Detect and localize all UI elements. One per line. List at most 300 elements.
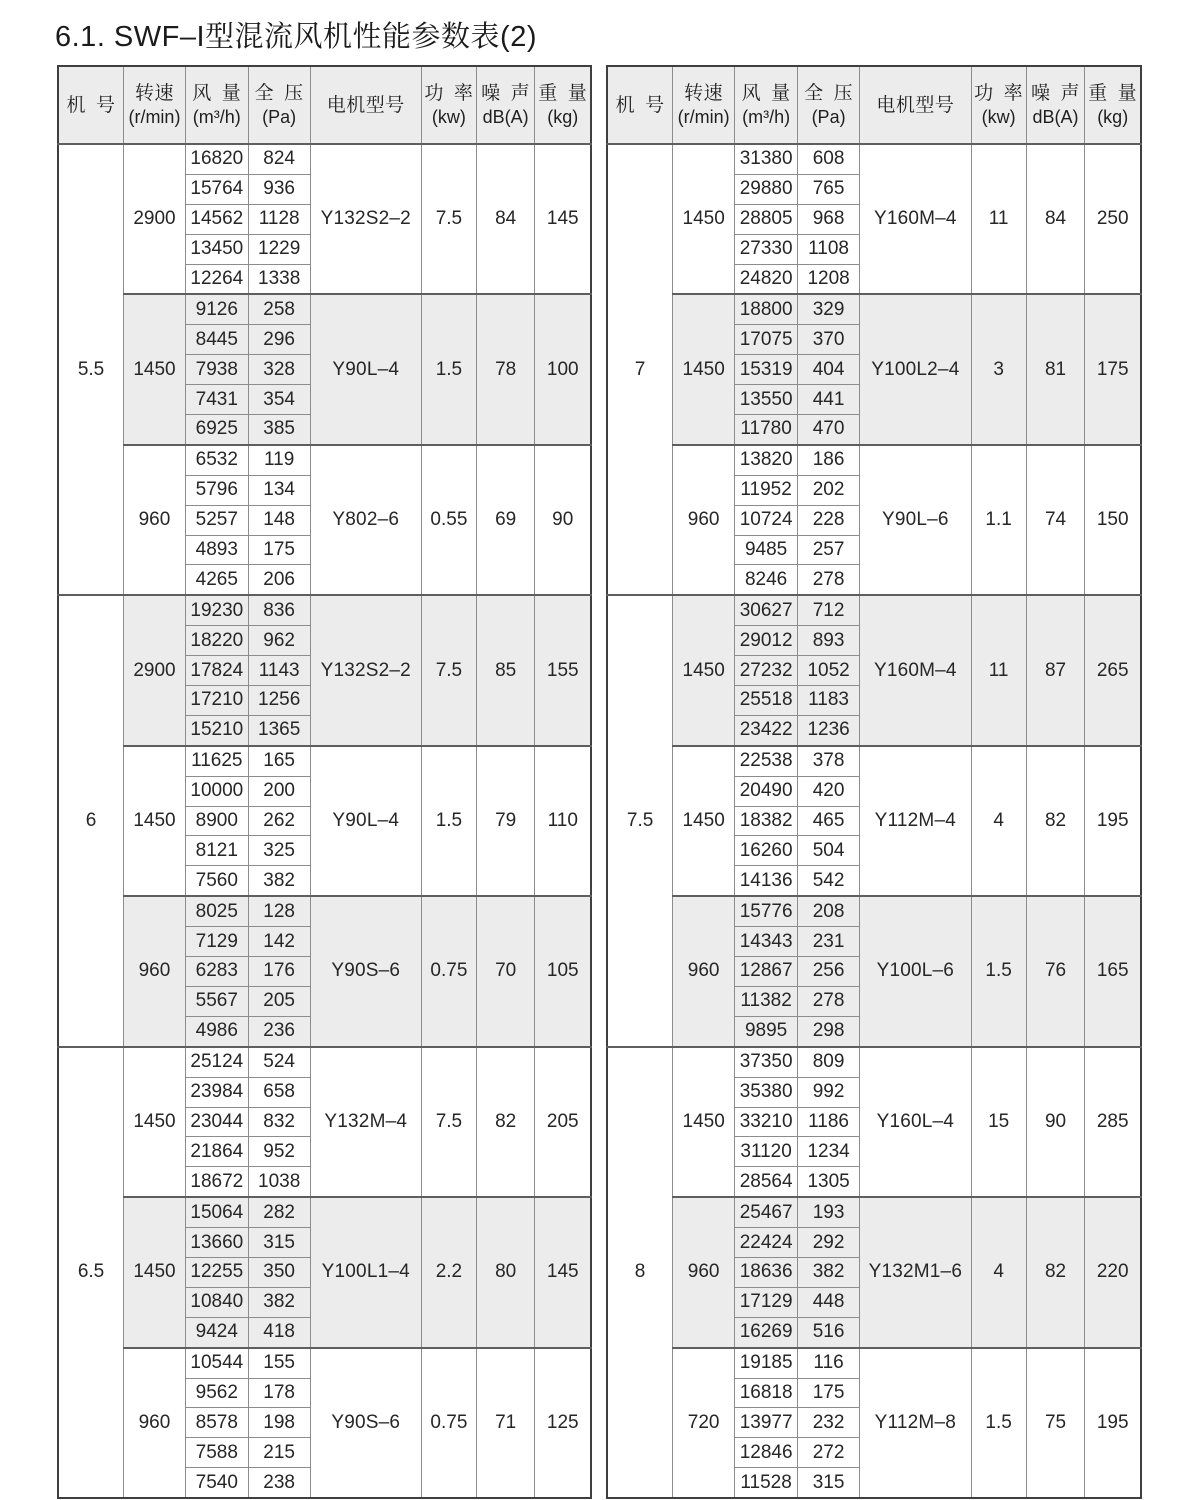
cell-pressure: 1128 xyxy=(248,204,310,234)
cell-pressure: 257 xyxy=(798,535,860,565)
cell-noise: 70 xyxy=(476,896,535,1046)
cell-noise: 81 xyxy=(1026,294,1085,444)
cell-airflow: 17075 xyxy=(735,325,798,355)
cell-power: 1.5 xyxy=(421,746,476,896)
cell-weight: 265 xyxy=(1085,595,1141,745)
cell-pressure: 155 xyxy=(248,1348,310,1378)
cell-pressure: 238 xyxy=(248,1468,310,1498)
cell-pressure: 329 xyxy=(798,294,860,324)
cell-power: 2.2 xyxy=(421,1197,476,1347)
cell-pressure: 232 xyxy=(798,1408,860,1438)
cell-motor-model: Y132M–4 xyxy=(310,1047,421,1197)
cell-pressure: 350 xyxy=(248,1257,310,1287)
cell-speed: 1450 xyxy=(673,595,735,745)
cell-pressure: 262 xyxy=(248,806,310,836)
cell-airflow: 5257 xyxy=(185,505,248,535)
cell-noise: 90 xyxy=(1026,1047,1085,1197)
cell-pressure: 175 xyxy=(798,1378,860,1408)
cell-airflow: 11780 xyxy=(735,415,798,445)
cell-airflow: 17129 xyxy=(735,1287,798,1317)
cell-pressure: 385 xyxy=(248,415,310,445)
cell-noise: 84 xyxy=(1026,144,1085,294)
cell-motor-model: Y100L1–4 xyxy=(310,1197,421,1347)
cell-pressure: 193 xyxy=(798,1197,860,1227)
cell-pressure: 1186 xyxy=(798,1107,860,1137)
col-header-speed: 转速 (r/min) xyxy=(673,66,735,144)
cell-pressure: 516 xyxy=(798,1317,860,1347)
cell-airflow: 16820 xyxy=(185,144,248,174)
cell-noise: 82 xyxy=(476,1047,535,1197)
cell-speed: 2900 xyxy=(124,144,186,294)
table-row xyxy=(607,896,1141,926)
table-row xyxy=(58,1348,591,1378)
cell-airflow: 28564 xyxy=(735,1167,798,1197)
cell-pressure: 116 xyxy=(798,1348,860,1378)
cell-pressure: 148 xyxy=(248,505,310,535)
cell-pressure: 504 xyxy=(798,836,860,866)
cell-pressure: 470 xyxy=(798,415,860,445)
table-row xyxy=(607,1197,1141,1227)
cell-pressure: 382 xyxy=(248,1287,310,1317)
col-header-noise: 噪 声 dB(A) xyxy=(1026,66,1085,144)
cell-airflow: 6925 xyxy=(185,415,248,445)
cell-airflow: 4265 xyxy=(185,565,248,595)
cell-speed: 1450 xyxy=(673,746,735,896)
cell-weight: 205 xyxy=(535,1047,591,1197)
cell-motor-model: Y100L–6 xyxy=(860,896,972,1046)
cell-airflow: 17824 xyxy=(185,656,248,686)
cell-airflow: 35380 xyxy=(735,1077,798,1107)
cell-airflow: 8121 xyxy=(185,836,248,866)
tables-container xyxy=(57,65,1142,1499)
cell-airflow: 22538 xyxy=(735,746,798,776)
cell-pressure: 1208 xyxy=(798,264,860,294)
cell-noise: 82 xyxy=(1026,1197,1085,1347)
cell-airflow: 30627 xyxy=(735,595,798,625)
cell-weight: 155 xyxy=(535,595,591,745)
cell-weight: 285 xyxy=(1085,1047,1141,1197)
col-header-size: 机 号 xyxy=(58,66,124,144)
cell-pressure: 1234 xyxy=(798,1137,860,1167)
cell-airflow: 25124 xyxy=(185,1047,248,1077)
cell-speed: 960 xyxy=(124,445,186,595)
col-header-speed: 转速 (r/min) xyxy=(124,66,186,144)
cell-pressure: 836 xyxy=(248,595,310,625)
cell-airflow: 12264 xyxy=(185,264,248,294)
cell-pressure: 893 xyxy=(798,626,860,656)
cell-airflow: 15764 xyxy=(185,174,248,204)
cell-power: 7.5 xyxy=(421,144,476,294)
cell-pressure: 658 xyxy=(248,1077,310,1107)
cell-weight: 165 xyxy=(1085,896,1141,1046)
cell-airflow: 16260 xyxy=(735,836,798,866)
cell-power: 15 xyxy=(971,1047,1026,1197)
col-header-airflow: 风 量 (m³/h) xyxy=(185,66,248,144)
cell-pressure: 765 xyxy=(798,174,860,204)
cell-pressure: 1183 xyxy=(798,686,860,716)
cell-motor-model: Y100L2–4 xyxy=(860,294,972,444)
cell-power: 11 xyxy=(971,144,1026,294)
cell-speed: 960 xyxy=(673,445,735,595)
cell-pressure: 282 xyxy=(248,1197,310,1227)
cell-pressure: 202 xyxy=(798,475,860,505)
cell-noise: 75 xyxy=(1026,1348,1085,1498)
cell-pressure: 1143 xyxy=(248,656,310,686)
cell-motor-model: Y160M–4 xyxy=(860,144,972,294)
cell-pressure: 278 xyxy=(798,565,860,595)
col-header-noise: 噪 声 dB(A) xyxy=(476,66,535,144)
cell-airflow: 18800 xyxy=(735,294,798,324)
cell-airflow: 9895 xyxy=(735,1016,798,1046)
table-row xyxy=(58,445,591,475)
table-row xyxy=(58,144,591,174)
cell-pressure: 228 xyxy=(798,505,860,535)
cell-airflow: 4986 xyxy=(185,1016,248,1046)
col-header-motor: 电机型号 xyxy=(310,66,421,144)
cell-noise: 87 xyxy=(1026,595,1085,745)
cell-weight: 175 xyxy=(1085,294,1141,444)
cell-power: 4 xyxy=(971,1197,1026,1347)
cell-noise: 84 xyxy=(476,144,535,294)
table-row xyxy=(58,896,591,926)
cell-power: 4 xyxy=(971,746,1026,896)
cell-pressure: 328 xyxy=(248,355,310,385)
table-row xyxy=(58,1197,591,1227)
spec-table-right xyxy=(606,65,1142,1499)
cell-pressure: 420 xyxy=(798,776,860,806)
cell-airflow: 23984 xyxy=(185,1077,248,1107)
cell-pressure: 292 xyxy=(798,1228,860,1258)
cell-airflow: 21864 xyxy=(185,1137,248,1167)
cell-pressure: 992 xyxy=(798,1077,860,1107)
cell-power: 1.5 xyxy=(421,294,476,444)
cell-speed: 1450 xyxy=(673,144,735,294)
cell-pressure: 382 xyxy=(248,866,310,896)
table-row xyxy=(607,1348,1141,1378)
col-header-pressure: 全 压 (Pa) xyxy=(798,66,860,144)
cell-pressure: 1108 xyxy=(798,234,860,264)
cell-pressure: 186 xyxy=(798,445,860,475)
cell-weight: 90 xyxy=(535,445,591,595)
cell-pressure: 382 xyxy=(798,1257,860,1287)
page-title: 6.1. SWF–I型混流风机性能参数表(2) xyxy=(55,21,537,53)
cell-weight: 220 xyxy=(1085,1197,1141,1347)
cell-model-size: 6.5 xyxy=(58,1047,124,1498)
cell-airflow: 25467 xyxy=(735,1197,798,1227)
cell-pressure: 1038 xyxy=(248,1167,310,1197)
cell-pressure: 272 xyxy=(798,1438,860,1468)
cell-motor-model: Y90L–4 xyxy=(310,294,421,444)
col-header-power: 功 率 (kw) xyxy=(971,66,1026,144)
cell-pressure: 542 xyxy=(798,866,860,896)
cell-pressure: 712 xyxy=(798,595,860,625)
cell-pressure: 608 xyxy=(798,144,860,174)
cell-airflow: 7540 xyxy=(185,1468,248,1498)
cell-model-size: 6 xyxy=(58,595,124,1046)
cell-pressure: 968 xyxy=(798,204,860,234)
cell-airflow: 22424 xyxy=(735,1228,798,1258)
cell-pressure: 354 xyxy=(248,385,310,415)
cell-model-size: 5.5 xyxy=(58,144,124,595)
col-header-weight: 重 量 (kg) xyxy=(1085,66,1141,144)
cell-airflow: 10840 xyxy=(185,1287,248,1317)
cell-airflow: 27232 xyxy=(735,656,798,686)
cell-airflow: 10544 xyxy=(185,1348,248,1378)
cell-speed: 1450 xyxy=(124,1047,186,1197)
cell-speed: 960 xyxy=(673,896,735,1046)
table-row xyxy=(58,595,591,625)
cell-pressure: 215 xyxy=(248,1438,310,1468)
cell-speed: 1450 xyxy=(673,1047,735,1197)
cell-airflow: 10000 xyxy=(185,776,248,806)
cell-pressure: 1256 xyxy=(248,686,310,716)
cell-airflow: 10724 xyxy=(735,505,798,535)
cell-airflow: 17210 xyxy=(185,686,248,716)
cell-pressure: 231 xyxy=(798,927,860,957)
cell-noise: 85 xyxy=(476,595,535,745)
cell-model-size: 7 xyxy=(607,144,673,595)
cell-noise: 71 xyxy=(476,1348,535,1498)
cell-airflow: 14136 xyxy=(735,866,798,896)
cell-pressure: 1305 xyxy=(798,1167,860,1197)
cell-airflow: 13550 xyxy=(735,385,798,415)
cell-model-size: 7.5 xyxy=(607,595,673,1046)
cell-pressure: 1338 xyxy=(248,264,310,294)
table-row xyxy=(607,746,1141,776)
cell-noise: 80 xyxy=(476,1197,535,1347)
cell-pressure: 524 xyxy=(248,1047,310,1077)
col-header-airflow: 风 量 (m³/h) xyxy=(735,66,798,144)
cell-weight: 195 xyxy=(1085,746,1141,896)
cell-airflow: 7938 xyxy=(185,355,248,385)
cell-airflow: 20490 xyxy=(735,776,798,806)
cell-motor-model: Y132S2–2 xyxy=(310,144,421,294)
cell-airflow: 7560 xyxy=(185,866,248,896)
cell-weight: 105 xyxy=(535,896,591,1046)
cell-airflow: 12846 xyxy=(735,1438,798,1468)
cell-power: 3 xyxy=(971,294,1026,444)
cell-power: 1.5 xyxy=(971,1348,1026,1498)
cell-pressure: 1236 xyxy=(798,715,860,745)
cell-pressure: 119 xyxy=(248,445,310,475)
cell-power: 0.75 xyxy=(421,1348,476,1498)
cell-pressure: 178 xyxy=(248,1378,310,1408)
cell-noise: 69 xyxy=(476,445,535,595)
cell-airflow: 14343 xyxy=(735,927,798,957)
cell-weight: 195 xyxy=(1085,1348,1141,1498)
cell-airflow: 15776 xyxy=(735,896,798,926)
cell-pressure: 809 xyxy=(798,1047,860,1077)
cell-pressure: 236 xyxy=(248,1016,310,1046)
cell-motor-model: Y160M–4 xyxy=(860,595,972,745)
cell-speed: 1450 xyxy=(124,294,186,444)
cell-power: 0.75 xyxy=(421,896,476,1046)
cell-airflow: 27330 xyxy=(735,234,798,264)
cell-airflow: 8900 xyxy=(185,806,248,836)
cell-airflow: 7129 xyxy=(185,927,248,957)
cell-pressure: 175 xyxy=(248,535,310,565)
cell-airflow: 18672 xyxy=(185,1167,248,1197)
cell-pressure: 278 xyxy=(798,986,860,1016)
cell-airflow: 11528 xyxy=(735,1468,798,1498)
cell-pressure: 1365 xyxy=(248,715,310,745)
cell-airflow: 13660 xyxy=(185,1228,248,1258)
cell-noise: 78 xyxy=(476,294,535,444)
table-row xyxy=(607,1047,1141,1077)
cell-airflow: 29880 xyxy=(735,174,798,204)
cell-airflow: 7431 xyxy=(185,385,248,415)
header-row xyxy=(58,66,591,144)
cell-speed: 1450 xyxy=(124,1197,186,1347)
cell-airflow: 31380 xyxy=(735,144,798,174)
cell-airflow: 11952 xyxy=(735,475,798,505)
cell-pressure: 198 xyxy=(248,1408,310,1438)
cell-pressure: 824 xyxy=(248,144,310,174)
cell-pressure: 370 xyxy=(798,325,860,355)
table-row xyxy=(58,1047,591,1077)
cell-pressure: 378 xyxy=(798,746,860,776)
cell-speed: 720 xyxy=(673,1348,735,1498)
cell-speed: 1450 xyxy=(124,746,186,896)
table-row xyxy=(607,445,1141,475)
cell-airflow: 6532 xyxy=(185,445,248,475)
header-row xyxy=(607,66,1141,144)
cell-pressure: 205 xyxy=(248,986,310,1016)
cell-airflow: 13977 xyxy=(735,1408,798,1438)
cell-speed: 960 xyxy=(124,896,186,1046)
cell-pressure: 142 xyxy=(248,927,310,957)
cell-noise: 74 xyxy=(1026,445,1085,595)
cell-pressure: 441 xyxy=(798,385,860,415)
table-row xyxy=(58,746,591,776)
cell-motor-model: Y90L–6 xyxy=(860,445,972,595)
cell-airflow: 29012 xyxy=(735,626,798,656)
cell-motor-model: Y802–6 xyxy=(310,445,421,595)
col-header-motor: 电机型号 xyxy=(860,66,972,144)
cell-airflow: 8025 xyxy=(185,896,248,926)
col-header-power: 功 率 (kw) xyxy=(421,66,476,144)
cell-airflow: 33210 xyxy=(735,1107,798,1137)
cell-airflow: 5567 xyxy=(185,986,248,1016)
cell-airflow: 31120 xyxy=(735,1137,798,1167)
cell-pressure: 832 xyxy=(248,1107,310,1137)
cell-pressure: 200 xyxy=(248,776,310,806)
cell-airflow: 6283 xyxy=(185,957,248,987)
cell-pressure: 325 xyxy=(248,836,310,866)
cell-weight: 250 xyxy=(1085,144,1141,294)
cell-pressure: 962 xyxy=(248,626,310,656)
cell-airflow: 12867 xyxy=(735,957,798,987)
cell-airflow: 8578 xyxy=(185,1408,248,1438)
cell-pressure: 404 xyxy=(798,355,860,385)
cell-airflow: 8246 xyxy=(735,565,798,595)
cell-pressure: 258 xyxy=(248,294,310,324)
cell-pressure: 465 xyxy=(798,806,860,836)
table-row xyxy=(58,294,591,324)
cell-motor-model: Y90S–6 xyxy=(310,1348,421,1498)
cell-noise: 82 xyxy=(1026,746,1085,896)
cell-airflow: 19185 xyxy=(735,1348,798,1378)
cell-speed: 1450 xyxy=(673,294,735,444)
cell-pressure: 176 xyxy=(248,957,310,987)
cell-speed: 960 xyxy=(673,1197,735,1347)
cell-airflow: 28805 xyxy=(735,204,798,234)
cell-motor-model: Y132M1–6 xyxy=(860,1197,972,1347)
col-header-weight: 重 量 (kg) xyxy=(535,66,591,144)
cell-airflow: 37350 xyxy=(735,1047,798,1077)
cell-airflow: 4893 xyxy=(185,535,248,565)
cell-airflow: 23044 xyxy=(185,1107,248,1137)
spec-table-left xyxy=(57,65,592,1499)
table-row xyxy=(607,294,1141,324)
cell-pressure: 448 xyxy=(798,1287,860,1317)
cell-noise: 79 xyxy=(476,746,535,896)
cell-airflow: 5796 xyxy=(185,475,248,505)
cell-pressure: 315 xyxy=(798,1468,860,1498)
cell-weight: 145 xyxy=(535,144,591,294)
cell-motor-model: Y132S2–2 xyxy=(310,595,421,745)
cell-weight: 125 xyxy=(535,1348,591,1498)
cell-airflow: 24820 xyxy=(735,264,798,294)
cell-noise: 76 xyxy=(1026,896,1085,1046)
cell-pressure: 128 xyxy=(248,896,310,926)
cell-airflow: 18382 xyxy=(735,806,798,836)
cell-airflow: 18636 xyxy=(735,1257,798,1287)
cell-airflow: 8445 xyxy=(185,325,248,355)
cell-pressure: 936 xyxy=(248,174,310,204)
table-row xyxy=(607,595,1141,625)
cell-airflow: 9485 xyxy=(735,535,798,565)
cell-pressure: 1052 xyxy=(798,656,860,686)
cell-airflow: 14562 xyxy=(185,204,248,234)
cell-motor-model: Y90S–6 xyxy=(310,896,421,1046)
cell-power: 7.5 xyxy=(421,595,476,745)
cell-motor-model: Y160L–4 xyxy=(860,1047,972,1197)
cell-power: 0.55 xyxy=(421,445,476,595)
cell-airflow: 11625 xyxy=(185,746,248,776)
cell-pressure: 256 xyxy=(798,957,860,987)
cell-pressure: 952 xyxy=(248,1137,310,1167)
cell-pressure: 165 xyxy=(248,746,310,776)
cell-power: 1.5 xyxy=(971,896,1026,1046)
cell-power: 1.1 xyxy=(971,445,1026,595)
cell-airflow: 13820 xyxy=(735,445,798,475)
cell-airflow: 13450 xyxy=(185,234,248,264)
cell-pressure: 296 xyxy=(248,325,310,355)
cell-airflow: 15064 xyxy=(185,1197,248,1227)
cell-pressure: 418 xyxy=(248,1317,310,1347)
cell-airflow: 15210 xyxy=(185,715,248,745)
cell-power: 7.5 xyxy=(421,1047,476,1197)
cell-weight: 150 xyxy=(1085,445,1141,595)
cell-airflow: 23422 xyxy=(735,715,798,745)
table-row xyxy=(607,144,1141,174)
cell-airflow: 19230 xyxy=(185,595,248,625)
col-header-size: 机 号 xyxy=(607,66,673,144)
cell-airflow: 16818 xyxy=(735,1378,798,1408)
cell-airflow: 11382 xyxy=(735,986,798,1016)
cell-pressure: 134 xyxy=(248,475,310,505)
cell-speed: 960 xyxy=(124,1348,186,1498)
cell-pressure: 298 xyxy=(798,1016,860,1046)
cell-airflow: 9424 xyxy=(185,1317,248,1347)
cell-speed: 2900 xyxy=(124,595,186,745)
cell-motor-model: Y90L–4 xyxy=(310,746,421,896)
cell-pressure: 315 xyxy=(248,1228,310,1258)
cell-motor-model: Y112M–8 xyxy=(860,1348,972,1498)
cell-pressure: 1229 xyxy=(248,234,310,264)
cell-model-size: 8 xyxy=(607,1047,673,1498)
